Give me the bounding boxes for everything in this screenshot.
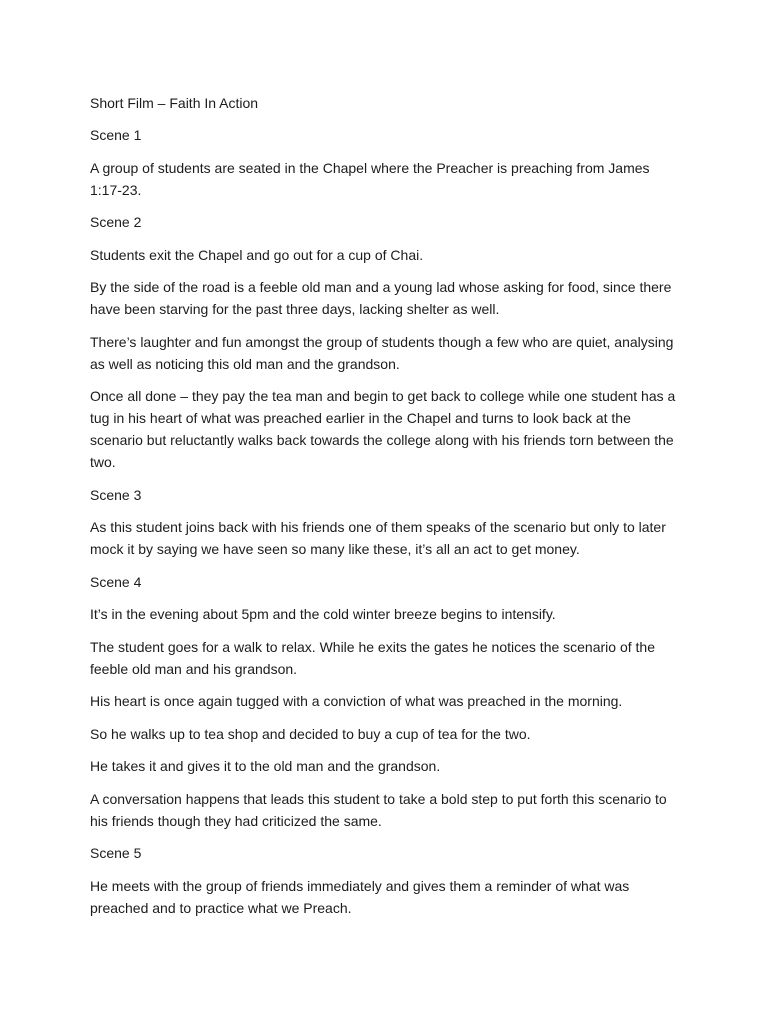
body-paragraph: There’s laughter and fun amongst the group of students though a few who are quiet, analysing as well as noticing this old man and the grandson.: [90, 333, 674, 372]
body-paragraph: He takes it and gives it to the old man and the grandson.: [90, 758, 441, 774]
body-paragraph: He meets with the group of friends immediately and gives them a reminder of what was preached and to practice what we Preach.: [90, 877, 630, 916]
body-paragraph: A group of students are seated in the Chapel where the Preacher is preaching from James 1:17-23.: [90, 159, 650, 198]
body-paragraph: As this student joins back with his friends one of them speaks of the scenario but only to later mock it by saying we have seen so many like these, it’s all an act to get money.: [90, 519, 666, 557]
scene-heading: Scene 4: [90, 573, 142, 590]
body-paragraph: It’s in the evening about 5pm and the cold winter breeze begins to intensify.: [90, 606, 556, 622]
body-paragraph: His heart is once again tugged with a conviction of what was preached in the morning.: [90, 693, 623, 709]
body-paragraph: By the side of the road is a feeble old man and a young lad whose asking for food, since there have been starving for the past three days, lacking shelter as well.: [90, 279, 672, 317]
body-paragraph: So he walks up to tea shop and decided to buy a cup of tea for the two.: [90, 725, 531, 742]
body-paragraph: Students exit the Chapel and go out for a cup of Chai.: [90, 246, 424, 263]
body-paragraph: Once all done – they pay the tea man and begin to get back to college while one student has a tug in his heart of what was preached earlier in the Chapel and turns to look back at the scenario but reluctantly walks back towards the college along with his friends torn between the two.: [90, 388, 676, 470]
scene-heading: Scene 1: [90, 127, 142, 143]
body-paragraph: The student goes for a walk to relax. While he exits the gates he notices the scenario of the feeble old man and his grandson.: [90, 638, 655, 677]
document-title: Short Film – Faith In Action: [90, 95, 259, 111]
body-paragraph: A conversation happens that leads this student to take a bold step to put forth this scenario to his friends though they had criticized the same.: [90, 790, 667, 829]
document-page: [90, 92, 682, 929]
scene-heading: Scene 3: [90, 486, 142, 503]
scene-heading: Scene 2: [90, 214, 142, 230]
scene-heading: Scene 5: [90, 845, 142, 861]
